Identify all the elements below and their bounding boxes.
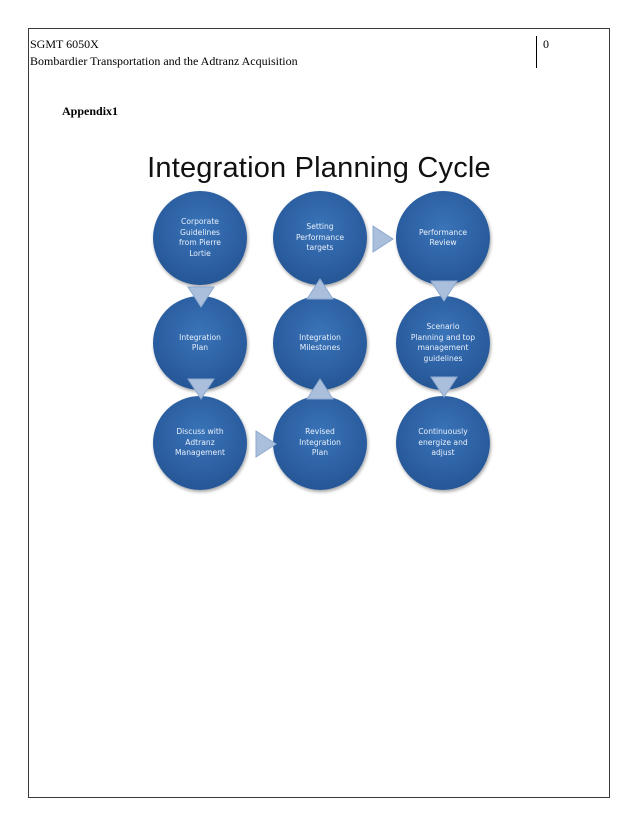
node-label: Revised Integration Plan	[299, 427, 341, 458]
page-header	[30, 36, 298, 70]
arrow-up-icon	[306, 378, 334, 400]
node-label: Discuss with Adtranz Management	[174, 427, 226, 458]
node-revised-plan	[273, 396, 367, 490]
arrow-up-icon	[306, 278, 334, 300]
node-continuously-energize	[396, 396, 490, 490]
arrow-down-icon	[430, 280, 458, 302]
node-label: Integration Plan	[179, 332, 221, 352]
node-corporate-guidelines	[153, 191, 247, 285]
node-integration-milestones	[273, 296, 367, 390]
node-discuss-adtranz	[153, 396, 247, 490]
arrow-down-icon	[187, 286, 215, 308]
arrow-right-icon	[372, 225, 394, 253]
node-label: Scenario Planning and top management guidelines	[410, 322, 476, 363]
arrow-right-icon	[255, 430, 277, 458]
node-label: Setting Performance targets	[295, 222, 345, 253]
course-code: SGMT 6050X	[30, 37, 99, 51]
node-label: Continuously energize and adjust	[418, 427, 468, 458]
node-label: Performance Review	[418, 227, 468, 247]
node-setting-targets	[273, 191, 367, 285]
page-number: 0	[536, 36, 549, 68]
node-label: Integration Milestones	[299, 332, 341, 352]
document-subtitle: Bombardier Transportation and the Adtranz Acquisition	[30, 54, 298, 68]
diagram-title: Integration Planning Cycle	[147, 152, 491, 184]
node-label: Corporate Guidelines from Pierre Lortie	[179, 217, 221, 258]
arrow-down-icon	[187, 378, 215, 400]
node-integration-plan	[153, 296, 247, 390]
arrow-down-icon	[430, 376, 458, 398]
node-performance-review	[396, 191, 490, 285]
appendix-label: Appendix1	[62, 104, 119, 118]
